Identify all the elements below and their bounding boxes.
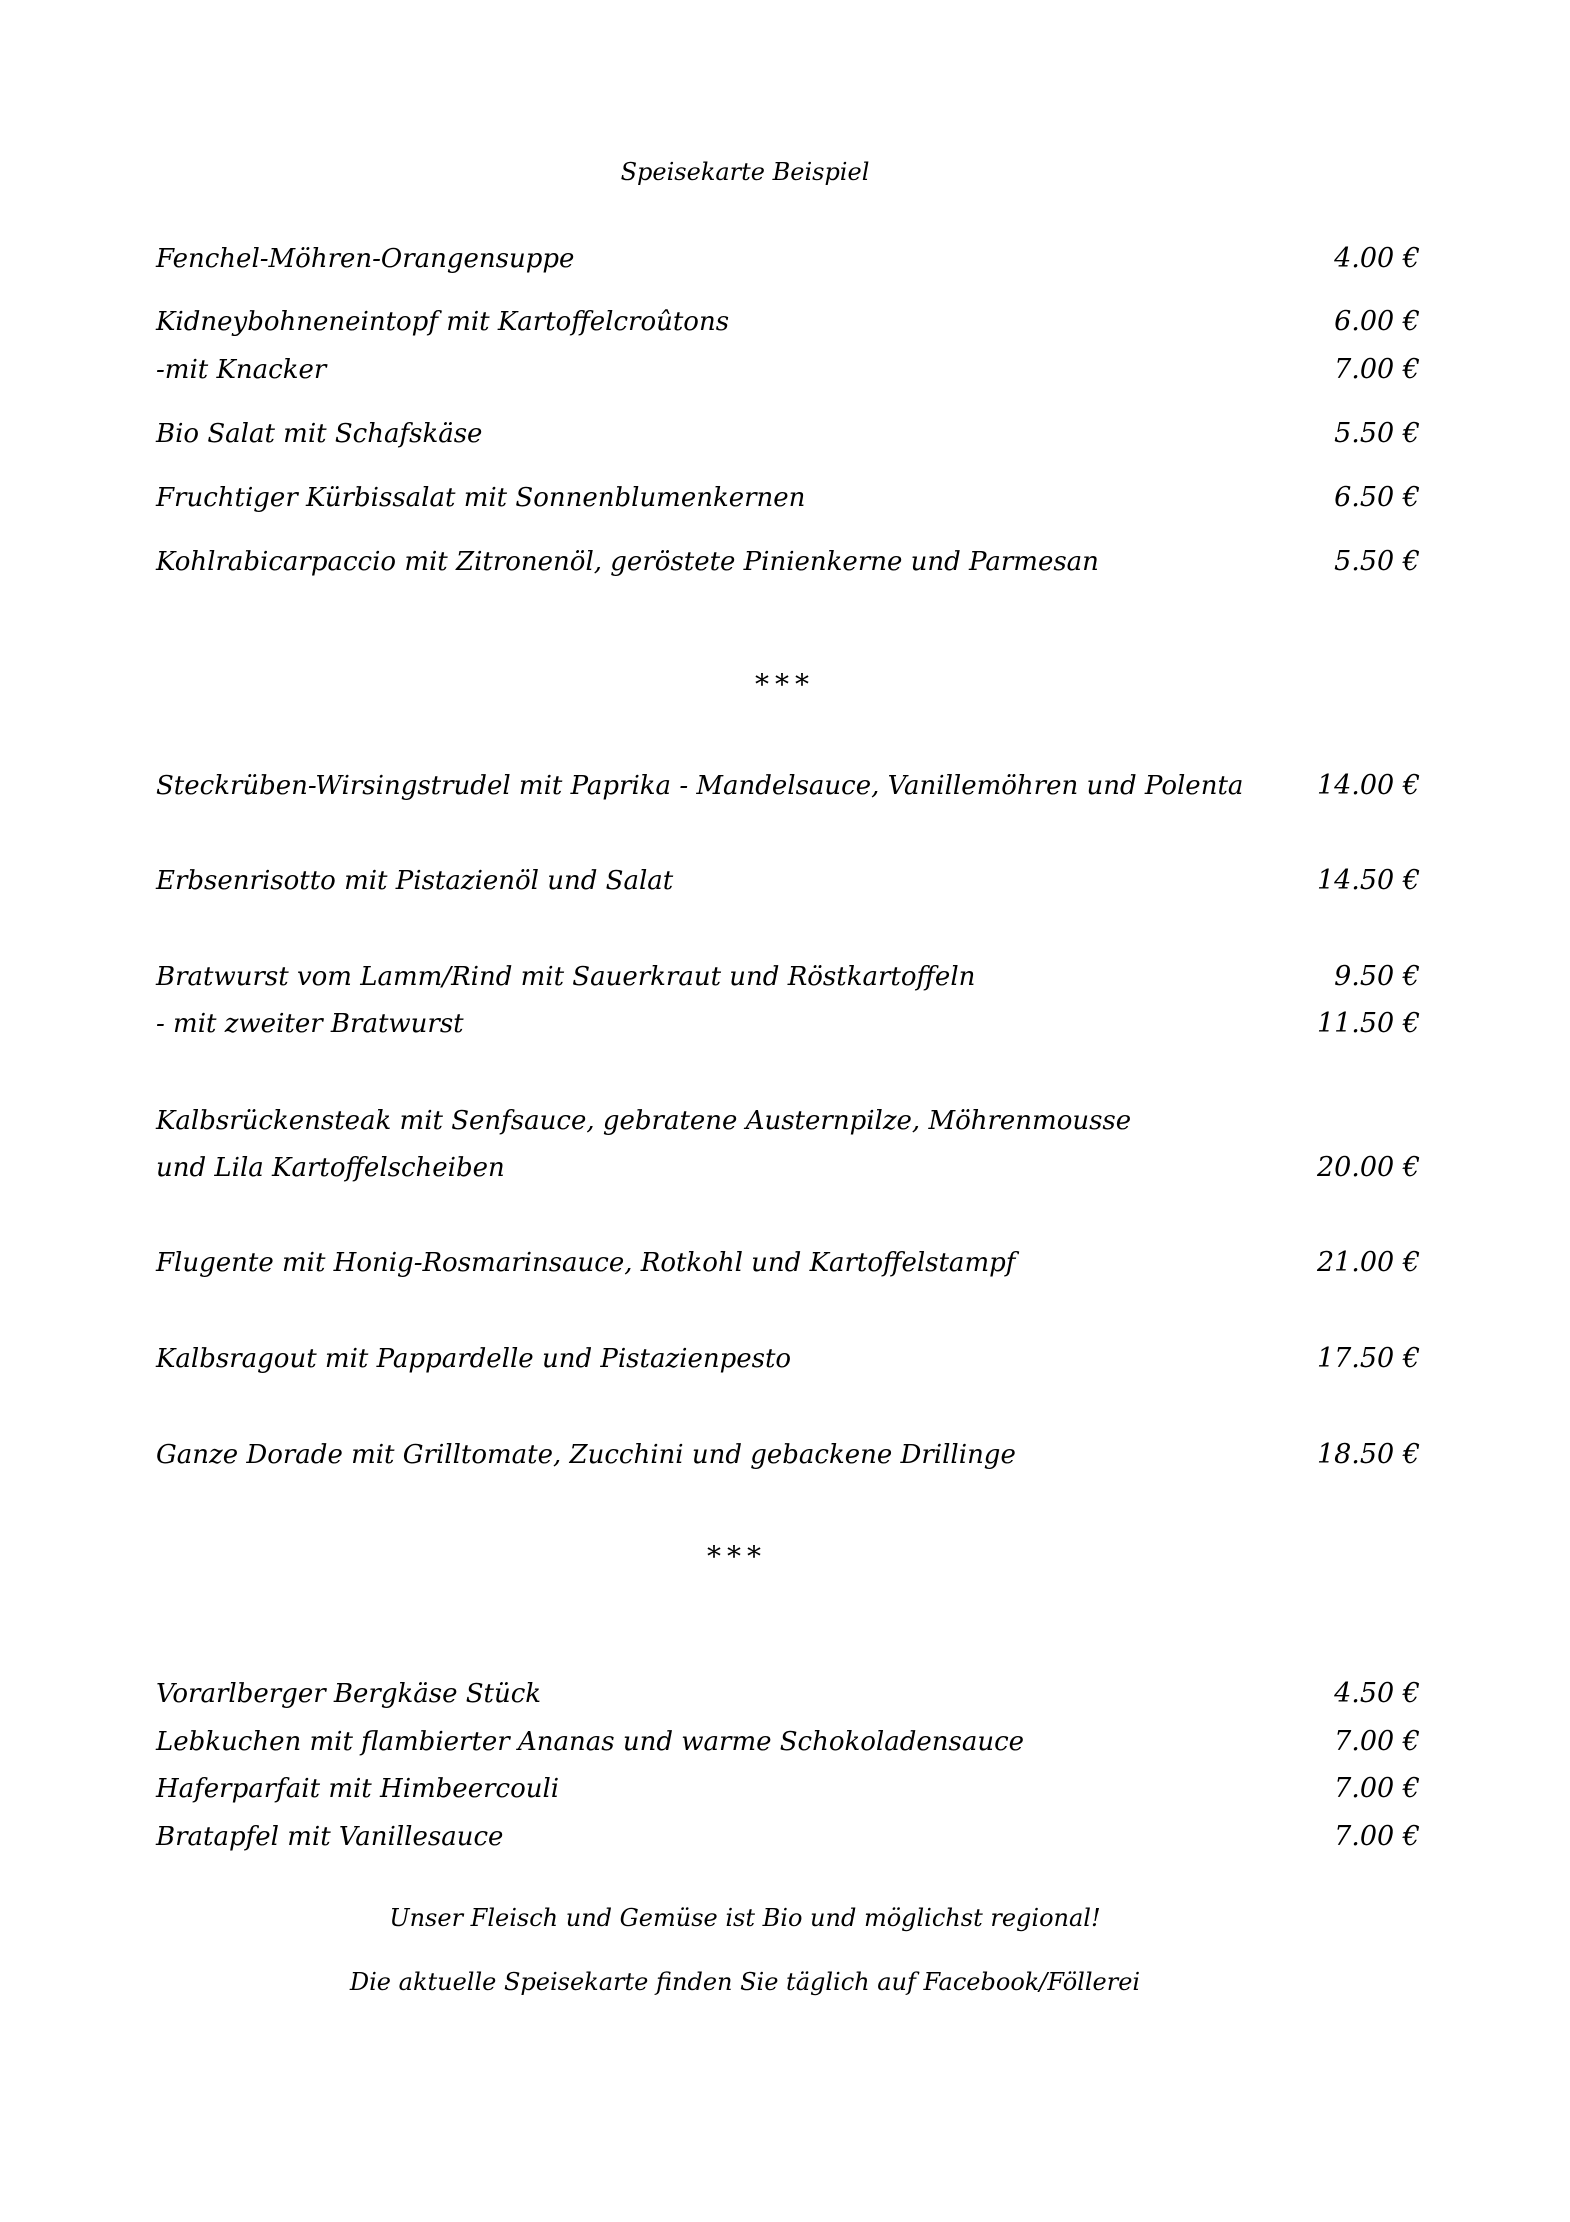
menu-item-name: Kalbsrückensteak mit Senfsauce, gebratene Austernpilze, Möhrenmousse	[156, 1106, 1132, 1136]
menu-item-name: Kohlrabicarpaccio mit Zitronenöl, geröstete Pinienkerne und Parmesan	[156, 547, 1099, 577]
menu-item	[156, 299, 1420, 345]
menu-item-name: Kalbsragout mit Pappardelle und Pistazienpesto	[156, 1344, 792, 1374]
menu-item-price: 20.00 €	[1316, 1152, 1420, 1183]
menu-item-name: Haferparfait mit Himbeercouli	[156, 1774, 560, 1804]
menu-item	[156, 1240, 1420, 1286]
menu-item	[156, 1432, 1420, 1478]
menu-item	[156, 1145, 1420, 1191]
menu-item	[156, 1719, 1420, 1765]
menu-item-name: Fenchel-Möhren-Orangensuppe	[156, 244, 575, 274]
footer-note-facebook: Die aktuelle Speisekarte finden Sie täglich auf Facebook/Föllerei	[349, 1968, 1141, 1996]
menu-item	[156, 1336, 1420, 1382]
menu-item-name: Lebkuchen mit flambierter Ananas und warme Schokoladensauce	[156, 1727, 1025, 1757]
menu-item-price: 4.50 €	[1334, 1678, 1420, 1709]
menu-item	[156, 539, 1420, 585]
menu-item-name: Steckrüben-Wirsingstrudel mit Paprika - Mandelsauce, Vanillemöhren und Polenta	[156, 771, 1244, 801]
menu-item	[156, 236, 1420, 282]
menu-item	[156, 1098, 1420, 1144]
menu-item	[156, 1766, 1420, 1812]
menu-item-name: Vorarlberger Bergkäse Stück	[156, 1679, 542, 1709]
menu-item	[156, 411, 1420, 457]
menu-item	[156, 347, 1420, 393]
menu-item-price: 4.00 €	[1334, 243, 1420, 274]
menu-item-price: 18.50 €	[1316, 1439, 1420, 1470]
menu-item	[156, 475, 1420, 521]
menu-item-name: und Lila Kartoffelscheiben	[156, 1153, 505, 1183]
menu-item-price: 21.00 €	[1316, 1247, 1420, 1278]
menu-item-price: 11.50 €	[1316, 1008, 1420, 1039]
menu-item-name: Erbsenrisotto mit Pistazienöl und Salat	[156, 866, 674, 896]
menu-item-price: 17.50 €	[1316, 1343, 1420, 1374]
menu-item-name: -mit Knacker	[156, 355, 327, 385]
menu-item-price: 7.00 €	[1334, 1821, 1420, 1852]
menu-item	[156, 1001, 1420, 1047]
footer-note-regional: Unser Fleisch und Gemüse ist Bio und möglichst regional!	[389, 1904, 1101, 1932]
menu-item	[156, 1671, 1420, 1717]
menu-item	[156, 954, 1420, 1000]
menu-item-price: 14.00 €	[1316, 770, 1420, 801]
menu-item-name: Ganze Dorade mit Grilltomate, Zucchini und gebackene Drillinge	[156, 1440, 1016, 1470]
menu-item-name: Bio Salat mit Schafskäse	[156, 419, 483, 449]
section-separator: ***	[755, 668, 815, 701]
menu-item-name: Kidneybohneneintopf mit Kartoffelcroûtons	[156, 307, 730, 337]
menu-item-price: 7.00 €	[1334, 354, 1420, 385]
menu-item-price: 6.00 €	[1334, 306, 1420, 337]
menu-title: Speisekarte Beispiel	[620, 158, 870, 186]
section-separator: ***	[707, 1540, 767, 1573]
menu-item	[156, 763, 1420, 809]
menu-item	[156, 1814, 1420, 1860]
menu-item-price: 5.50 €	[1334, 418, 1420, 449]
menu-item-name: Flugente mit Honig-Rosmarinsauce, Rotkohl und Kartoffelstampf	[156, 1248, 1016, 1278]
menu-item-price: 6.50 €	[1334, 482, 1420, 513]
menu-item-name: - mit zweiter Bratwurst	[156, 1009, 464, 1039]
menu-item-name: Fruchtiger Kürbissalat mit Sonnenblumenkernen	[156, 483, 806, 513]
menu-item-price: 7.00 €	[1334, 1726, 1420, 1757]
menu-item-price: 14.50 €	[1316, 865, 1420, 896]
menu-item-price: 7.00 €	[1334, 1773, 1420, 1804]
menu-item-name: Bratwurst vom Lamm/Rind mit Sauerkraut und Röstkartoffeln	[156, 962, 976, 992]
menu-item-price: 9.50 €	[1334, 961, 1420, 992]
menu-item-name: Bratapfel mit Vanillesauce	[156, 1822, 504, 1852]
menu-item	[156, 858, 1420, 904]
menu-item-price: 5.50 €	[1334, 546, 1420, 577]
